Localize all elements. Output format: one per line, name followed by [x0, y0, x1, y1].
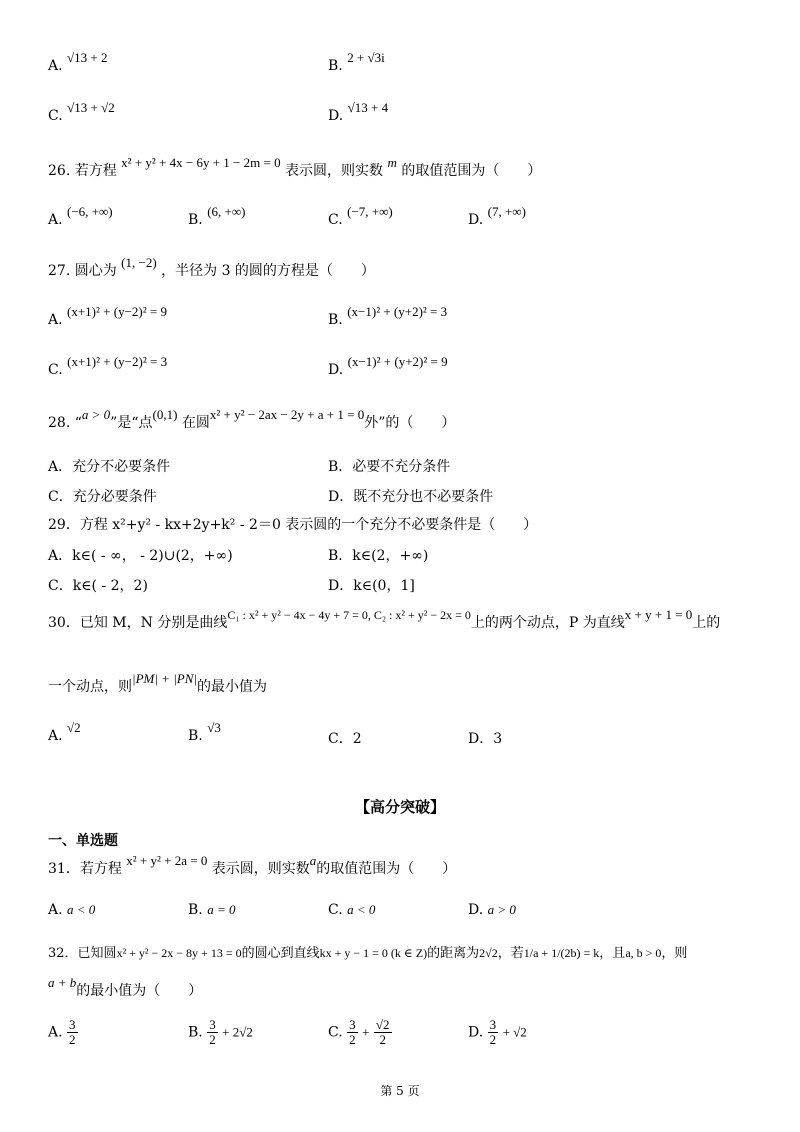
stem-text: ，半径为 3 的圆的方程是（ ） — [161, 263, 375, 279]
option-math: (x−1)² + (y+2)² = 3 — [347, 304, 448, 319]
denominator: 2 — [69, 1032, 76, 1047]
q32-option-b — [188, 1018, 253, 1047]
stem-text: 的距离为 — [427, 946, 480, 961]
option-math: (−6, +∞) — [67, 204, 113, 219]
equation: x² + y² − 2ax − 2y + a + 1 = 0 — [209, 407, 365, 422]
q28-stem — [48, 407, 456, 432]
distance: 2√2 — [479, 946, 498, 960]
q31-option-d — [468, 902, 516, 918]
option-label: C. — [328, 902, 343, 918]
option-label: B. — [188, 728, 203, 744]
line-equation: kx + y − 1 = 0 (k ∈ Z) — [319, 946, 428, 960]
numerator: √2 — [375, 1017, 390, 1032]
q27-option-c — [48, 354, 168, 378]
option-label: D. — [328, 108, 344, 124]
q30-option-c: C．2 — [328, 731, 362, 747]
stem-text: 的圆心到直线 — [241, 946, 320, 961]
stem-text: ”是“点 — [110, 415, 153, 431]
q26-option-d — [468, 204, 526, 228]
q26-option-b — [188, 204, 246, 228]
q29-option-c: C．k∈( - 2，2) — [48, 578, 148, 594]
denominator: 2 — [379, 1032, 386, 1047]
stem-text: 已知 M，N 分别是曲线 — [79, 615, 228, 631]
stem-text: 若方程 — [74, 163, 117, 179]
stem-text: 的取值范围为（ ） — [316, 861, 457, 877]
option-math: √2 — [67, 720, 81, 735]
q29-option-b: B．k∈(2，+∞) — [328, 548, 429, 564]
stem-text: 已知圆 — [77, 946, 117, 961]
option-label: A. — [48, 1024, 63, 1041]
stem-text: 的取值范围为（ ） — [401, 163, 542, 179]
option-label: A. — [48, 902, 63, 918]
stem-text: 的最小值为（ ） — [76, 983, 203, 999]
section-subheading: 一、单选题 — [48, 833, 118, 849]
stem-text: 若方程 — [79, 861, 122, 877]
option-math: (7, +∞) — [487, 204, 526, 219]
numerator: 3 — [489, 1017, 497, 1032]
fraction — [374, 1018, 392, 1047]
question-number: 27. — [48, 263, 71, 279]
q27-stem — [48, 255, 375, 280]
denominator: 2 — [209, 1032, 216, 1047]
section-heading: 【高分突破】 — [354, 798, 445, 816]
option-label: B. — [188, 902, 203, 918]
stem-text: 表示圆，则实数 — [211, 861, 310, 877]
numerator: 3 — [69, 1017, 76, 1032]
option-math: a > 0 — [487, 902, 516, 917]
option-math: a = 0 — [207, 902, 236, 917]
option-math: √13 + √2 — [67, 100, 115, 115]
option-label: D. — [468, 1024, 484, 1041]
option-math: + 2√2 — [222, 1024, 253, 1040]
stem-text: 一个动点，则 — [48, 679, 132, 695]
q32-option-a — [48, 1018, 78, 1047]
q32-stem-line1 — [48, 944, 687, 963]
question-number: 28. — [48, 415, 71, 431]
q27-option-d — [328, 354, 448, 378]
stem-text: ，则 — [661, 946, 688, 961]
option-math: a < 0 — [347, 902, 376, 917]
equation: x² + y² + 4x − 6y + 1 − 2m = 0 — [121, 155, 281, 170]
option-math: + √2 — [502, 1024, 527, 1040]
q29-option-a: A．k∈( - ∞， - 2)∪(2，+∞) — [48, 548, 233, 564]
option-math: (x+1)² + (y−2)² = 9 — [67, 304, 167, 319]
q27-option-b — [328, 304, 448, 328]
variable: a — [309, 853, 317, 868]
q28-option-d: D．既不充分也不必要条件 — [328, 489, 494, 505]
expression: |PM| + |PN| — [132, 671, 197, 686]
option-math: (−7, +∞) — [347, 204, 393, 219]
option-label: D. — [468, 212, 484, 228]
q30-option-a — [48, 720, 81, 744]
denominator: 2 — [489, 1032, 497, 1047]
option-label: A. — [48, 728, 63, 744]
q30-option-b — [188, 720, 221, 744]
option-math: (x−1)² + (y+2)² = 9 — [347, 354, 448, 369]
q29-stem: 29．方程 x²+y² - kx+2y+k² - 2＝0 表示圆的一个充分不必要条件是（ ） — [48, 517, 538, 533]
option-label: D. — [468, 902, 484, 918]
q32-stem-line2 — [48, 975, 203, 1000]
q30-stem-line1 — [48, 607, 721, 632]
stem-text: 圆心为 — [74, 263, 117, 279]
condition: a, b > 0 — [625, 946, 662, 960]
option-label: C. — [48, 362, 63, 378]
q29-option-d: D．k∈(0，1] — [328, 578, 415, 594]
stem-text: 上的两个动点，P 为直线 — [470, 615, 625, 631]
option-math: (x+1)² + (y−2)² = 3 — [67, 354, 168, 369]
option-label: C. — [48, 108, 63, 124]
stem-text: 表示圆，则实数 — [285, 163, 384, 179]
option-label: B. — [328, 58, 343, 74]
q28-option-c: C．充分必要条件 — [48, 489, 157, 505]
option-label: B. — [328, 312, 343, 328]
page-number: 第 5 页 — [380, 1084, 420, 1098]
condition: 1/a + 1/(2b) = k — [523, 946, 600, 960]
q31-stem — [48, 853, 457, 878]
option-label: C. — [328, 1024, 343, 1041]
variable: m — [387, 155, 397, 170]
stem-text: 外”的（ ） — [364, 415, 456, 431]
q31-option-a — [48, 902, 95, 918]
stem-text: “ — [74, 415, 82, 431]
question-number: 31． — [48, 861, 80, 877]
q26-option-a — [48, 204, 113, 228]
q25-option-c — [48, 100, 115, 124]
q25-option-b — [328, 50, 385, 74]
fraction — [488, 1018, 499, 1047]
point: (0,1) — [152, 407, 178, 422]
stem-text: 在圆 — [181, 415, 210, 431]
option-math: √13 + 2 — [67, 50, 108, 65]
curve-equations: C₁ : x² + y² − 4x − 4y + 7 = 0, C₂ : x² + y² − 2x = 0 — [227, 608, 471, 622]
center-point: (1, −2) — [121, 255, 157, 270]
stem-text: 上的 — [692, 615, 721, 631]
q26-option-c — [328, 204, 393, 228]
question-number: 32． — [48, 946, 78, 961]
stem-text: ，若 — [497, 946, 524, 961]
option-label: A. — [48, 58, 63, 74]
option-label: C. — [328, 212, 343, 228]
q31-option-c — [328, 902, 375, 918]
fraction — [347, 1018, 358, 1047]
q32-option-c: C. $\frac{3}{2}$ + $\frac{√2}{2}$ — [328, 1017, 390, 1047]
option-label: A. — [48, 212, 63, 228]
option-math: 2 + √3i — [347, 50, 385, 65]
line-equation: x + y + 1 = 0 — [624, 607, 693, 622]
numerator: 3 — [209, 1017, 216, 1032]
option-label: A. — [48, 312, 63, 328]
q25-option-d — [328, 100, 389, 124]
denominator: 2 — [349, 1032, 356, 1047]
expression: a + b — [48, 975, 77, 990]
fraction — [67, 1018, 78, 1047]
q30-stem-line2 — [48, 671, 267, 696]
option-math: √13 + 4 — [347, 100, 389, 115]
stem-text: 的最小值为 — [196, 679, 267, 695]
option-label: D. — [328, 362, 344, 378]
numerator: 3 — [349, 1017, 356, 1032]
q32-option-d — [468, 1018, 527, 1047]
q28-option-a: A．充分不必要条件 — [48, 459, 171, 475]
fraction — [207, 1018, 218, 1047]
question-number: 26. — [48, 163, 71, 179]
question-number: 30． — [48, 615, 80, 631]
q27-option-a — [48, 304, 167, 328]
q30-option-d: D．3 — [468, 731, 503, 747]
stem-text: ，且 — [599, 946, 626, 961]
q26-stem — [48, 155, 542, 180]
q31-option-b — [188, 902, 235, 918]
option-math: (6, +∞) — [207, 204, 246, 219]
condition: a > 0 — [81, 407, 111, 422]
option-label: B. — [188, 212, 203, 228]
q28-option-b: B．必要不充分条件 — [328, 459, 451, 475]
equation: x² + y² − 2x − 8y + 13 = 0 — [116, 946, 242, 960]
option-math: √3 — [207, 720, 221, 735]
q25-option-a — [48, 50, 108, 74]
option-label: B. — [188, 1024, 203, 1041]
option-math: a < 0 — [67, 902, 96, 917]
equation: x² + y² + 2a = 0 — [126, 853, 208, 868]
